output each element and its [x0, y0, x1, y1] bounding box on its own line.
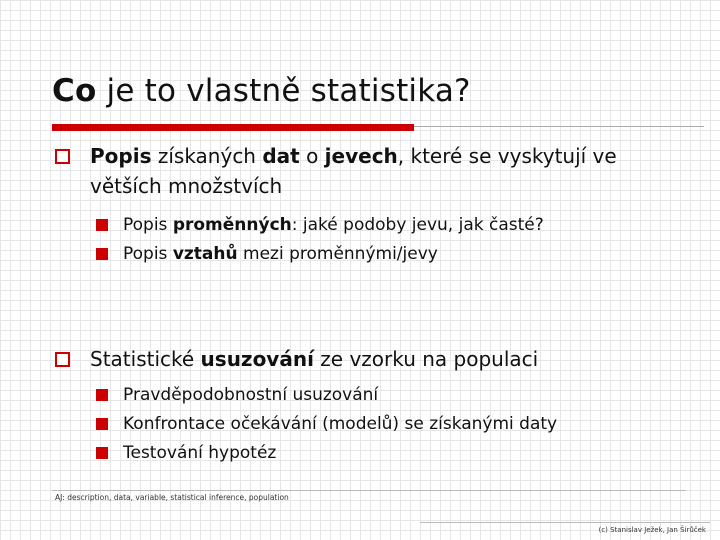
bullet-1-part-3: dat — [262, 144, 300, 168]
sub-bullet-1-2 — [123, 243, 438, 265]
box-bullet-icon — [55, 352, 70, 367]
sub-part: Popis — [123, 215, 173, 235]
bullet-1-line-1 — [90, 143, 617, 170]
square-bullet-icon — [96, 219, 108, 231]
note-rule — [52, 490, 686, 491]
slide-title — [52, 73, 471, 109]
slide-title-strong: Co — [52, 73, 97, 109]
bullet-1-part-2: získaných — [151, 144, 263, 168]
sub-part-bold: proměnných — [172, 215, 292, 235]
title-rule — [414, 126, 704, 127]
sub-part: mezi proměnnými/jevy — [237, 244, 438, 264]
square-bullet-icon — [96, 447, 108, 459]
bullet-1-line-2: větších množstvích — [90, 174, 283, 198]
title-accent-bar — [52, 124, 414, 131]
sub-part: : jaké podoby jevu, jak časté? — [291, 215, 544, 235]
square-bullet-icon — [96, 418, 108, 430]
sub-bullet-2-2: Konfrontace očekávání (modelů) se získanými daty — [123, 414, 558, 434]
sub-part-bold: vztahů — [172, 244, 238, 264]
sub-part: Popis — [123, 244, 173, 264]
bullet-2-part-2: usuzování — [200, 347, 314, 371]
bullet-1-part-4: o — [299, 144, 325, 168]
square-bullet-icon — [96, 389, 108, 401]
slide-title-rest: je to vlastně statistika? — [96, 73, 471, 109]
bullet-1-part-1: Popis — [90, 144, 152, 168]
bullet-1-part-6: , které se vyskytují ve — [397, 144, 617, 168]
sub-bullet-2-1: Pravděpodobnostní usuzování — [123, 385, 379, 405]
square-bullet-icon — [96, 248, 108, 260]
bullet-2-line-1 — [90, 346, 538, 373]
footer-credit: (c) Stanislav Ježek, Jan Širůček — [598, 526, 706, 534]
footer-rule — [420, 522, 710, 523]
box-bullet-icon — [55, 149, 70, 164]
bullet-1-part-5: jevech — [324, 144, 398, 168]
bullet-2-part-1: Statistické — [90, 347, 201, 371]
english-terms-note: AJ: description, data, variable, statistical inference, population — [55, 493, 289, 502]
sub-bullet-2-3: Testování hypotéz — [123, 443, 277, 463]
bullet-2-part-3: ze vzorku na populaci — [313, 347, 539, 371]
sub-bullet-1-1 — [123, 214, 544, 236]
